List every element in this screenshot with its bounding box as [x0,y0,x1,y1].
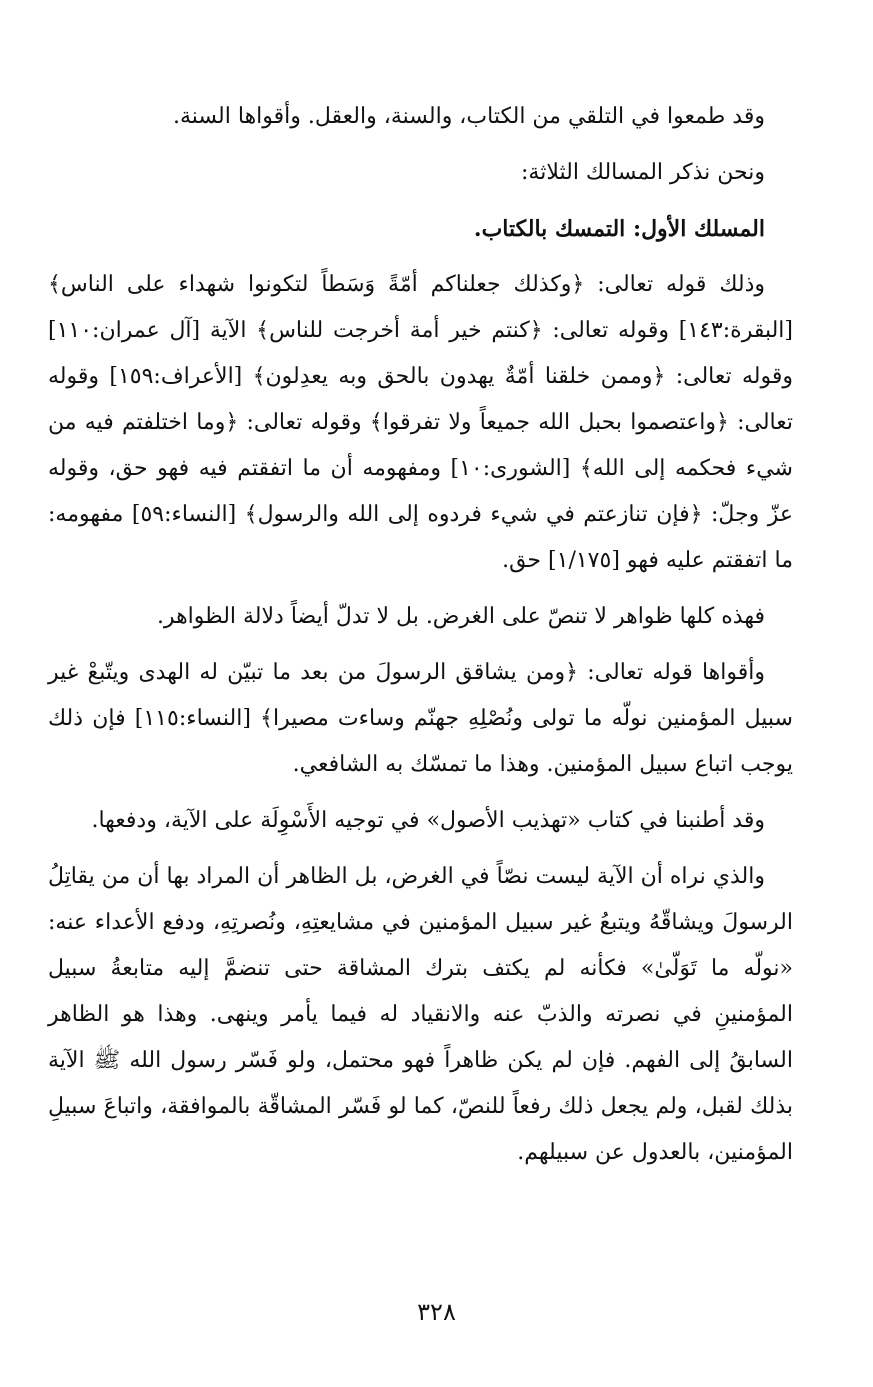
section-heading-first-path: المسلك الأول: التمسك بالكتاب. [473,216,765,242]
paragraph-intro: وقد طمعوا في التلقي من الكتاب، والسنة، والعقل. وأقواها السنة. [173,104,765,129]
paragraph-strongest-verse: وأقواها قوله تعالى: ﴿ومن يشاقق الرسولَ من بعد ما تبيّن له الهدى ويتّبعْ غير سبيل المؤمنين نولّه ما تولى ونُصْلِهِ جهنّم وساءت مصيرا﴾ [النساء:١١٥] فإن ذلك يوجب اتباع سبيل المؤمنين. وهذا ما تمسّك به الشافعي. [48,660,793,777]
page-number: ٣٢٨ [417,1298,456,1326]
paragraph-author-view: والذي نراه أن الآية ليست نصّاً في الغرض، بل الظاهر أن المراد بها أن من يقاتِلُ الرسولَ ويشاقّهُ ويتبعُ غير سبيل المؤمنين في مشايعتِهِ، ونُصرتِهِ، ودفع الأعداء عنه: «نولّه ما تَوَلّىٰ» فكأنه لم يكتف بترك المشاقة حتى تنضمَّ إليه متابعةُ سبيل المؤمنينِ في نصرته والذبّ عنه والانقياد له فيما يأمر وينهى. وهذا هو الظاهر السابقُ إلى الفهم. فإن لم يكن ظاهراً فهو محتمل، ولو فَسّر رسول الله ﷺ الآية بذلك لقبل، ولم يجعل ذلك رفعاً للنصّ، كما لو فَسّر المشاقّة بالموافقة، واتباعَ سبيلِ المؤمنين، بالعدول عن سبيلهم. [48,864,793,1165]
paragraph-tahdhib-reference: وقد أطنبنا في كتاب «تهذيب الأصول» في توجيه الأَسْوِلَة على الآية، ودفعها. [91,808,765,833]
paragraph-three-paths: ونحن نذكر المسالك الثلاثة: [521,160,765,185]
main-text [48,94,793,1176]
paragraph-apparent-meaning: فهذه كلها ظواهر لا تنصّ على الغرض. بل لا تدلّ أيضاً دلالة الظواهر. [156,604,765,629]
paragraph-verses: وذلك قوله تعالى: ﴿وكذلك جعلناكم أمّةً وَسَطاً لتكونوا شهداء على الناس﴾ [البقرة:١٤٣] وقوله تعالى: ﴿كنتم خير أمة أخرجت للناس﴾ الآية [آل عمران:١١٠] وقوله تعالى: ﴿وممن خلقنا أمّةٌ يهدون بالحق وبه يعدِلون﴾ [الأعراف:١٥٩] وقوله تعالى: ﴿واعتصموا بحبل الله جميعاً ولا تفرقوا﴾ وقوله تعالى: ﴿وما اختلفتم فيه من شيء فحكمه إلى الله﴾ [الشورى:١٠] ومفهومه أن ما اتفقتم فيه فهو حق، وقوله عزّ وجلّ: ﴿فإن تنازعتم في شيء فردوه إلى الله والرسول﴾ [النساء:٥٩] مفهومه: ما اتفقتم عليه فهو [١/١٧٥] حق. [48,272,793,573]
